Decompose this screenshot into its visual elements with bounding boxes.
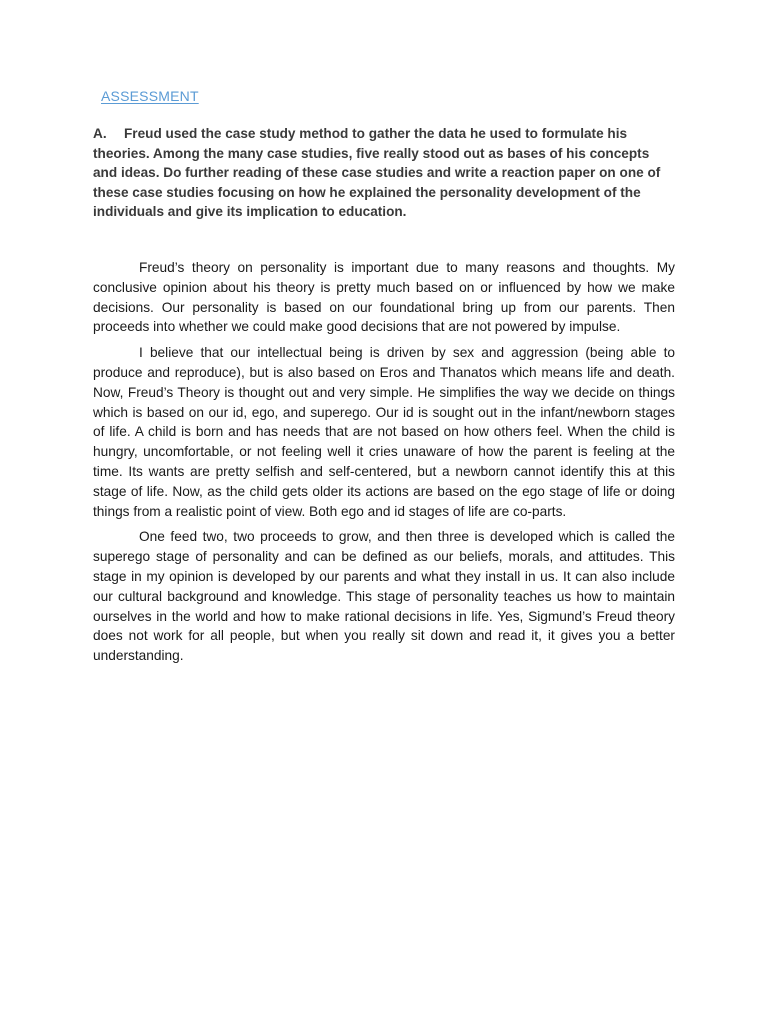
section-heading: ASSESSMENT (101, 88, 199, 104)
assessment-question (93, 124, 675, 222)
reaction-paper-body (93, 258, 675, 672)
question-label: A. (93, 126, 107, 141)
body-paragraph: One feed two, two proceeds to grow, and then three is developed which is called the superego stage of personality and can be defined as our beliefs, morals, and attitudes. This stage in my opinion is developed by our parents and what they install in us. It can also include our cultural background and knowledge. This stage of personality teaches us how to maintain ourselves in the world and how to make rational decisions in life. Yes, Sigmund’s Freud theory does not work for all people, but when you really sit down and read it, it gives you a better understanding. (93, 529, 675, 664)
body-paragraph: I believe that our intellectual being is driven by sex and aggression (being able to produce and reproduce), but is also based on Eros and Thanatos which means life and death. Now, Freud’s Theory is thought out and very simple. He simplifies the way we decide on things which is based on our id, ego, and superego. Our id is sought out in the infant/newborn stages of life. A child is born and has needs that are not based on how others feel. When the child is hungry, uncomfortable, or not feeling well it cries unaware of how the parent is feeling at the time. Its wants are pretty selfish and self-centered, but a newborn cannot identify this at this stage of life. Now, as the child gets older its actions are based on the ego stage of life or doing things from a realistic point of view. Both ego and id stages of life are co-parts. (93, 345, 675, 519)
question-text: Freud used the case study method to gather the data he used to formulate his theories. Among the many case studies, five really stood out as bases of his concepts and ideas. Do further reading of these case studies and write a reaction paper on one of these case studies focusing on how he explained the personality development of the individuals and give its implication to education. (93, 126, 661, 220)
body-paragraph: Freud’s theory on personality is important due to many reasons and thoughts. My conclusive opinion about his theory is pretty much based on or influenced by how we make decisions. Our personality is based on our foundational bring up from our parents. Then proceeds into whether we could make good decisions that are not powered by impulse. (93, 260, 675, 335)
